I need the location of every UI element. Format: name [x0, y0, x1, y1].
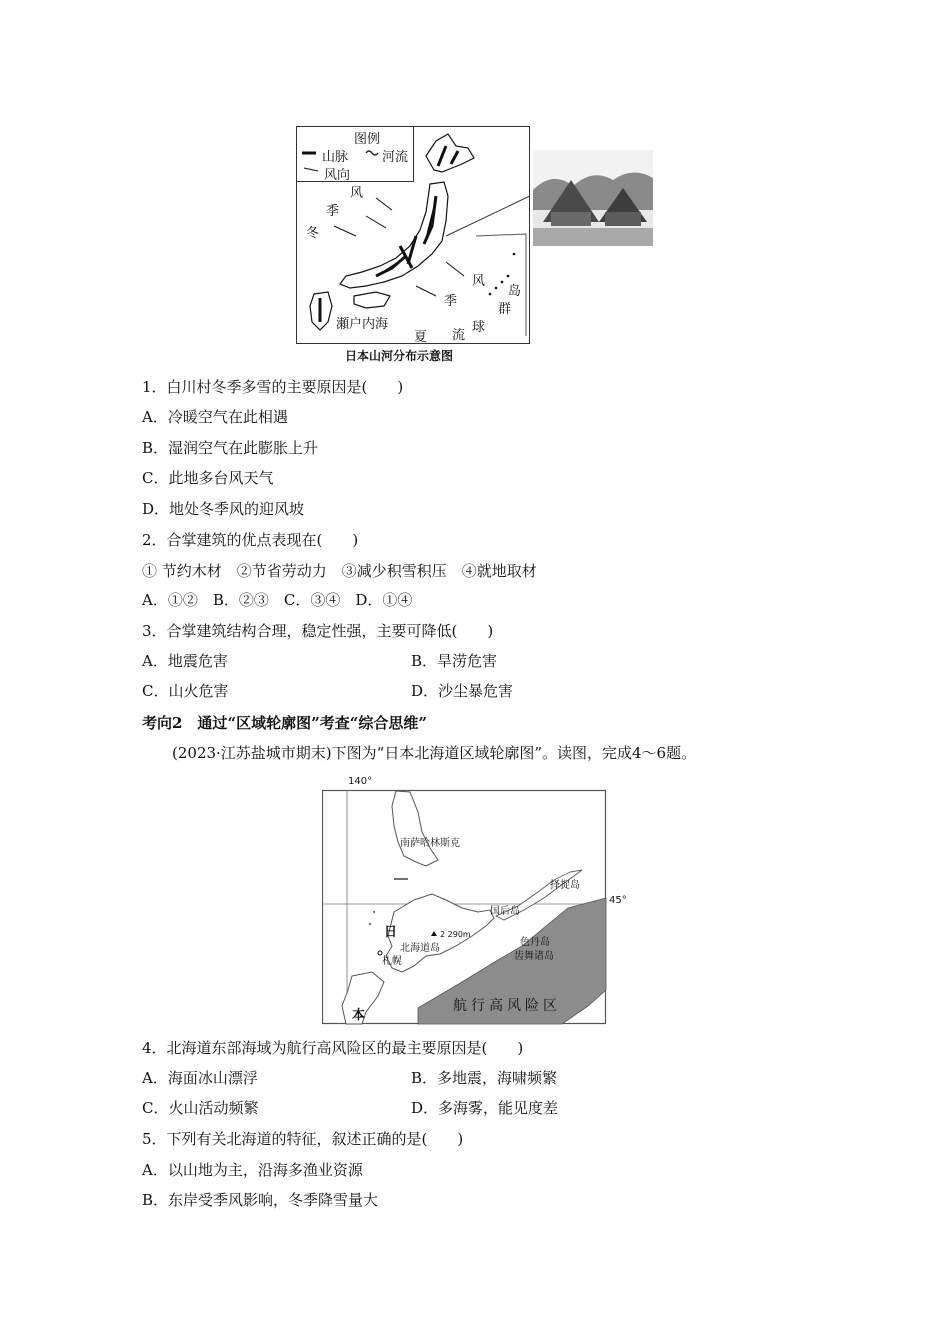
japan-char-ben: 本 [352, 1008, 366, 1023]
question-5-option-a: A．以山地为主，沿海多渔业资源 [142, 1161, 363, 1179]
question-1-stem: 1．白川村冬季多雪的主要原因是( ) [142, 378, 404, 396]
gassho-house-photo [533, 150, 653, 246]
question-1-option-a: A．冷暖空气在此相遇 [142, 408, 288, 426]
winter-wind-char: 季 [326, 204, 340, 219]
japan-char-ri: 日 [384, 925, 398, 940]
japan-map-figure [296, 126, 530, 344]
hokkaido-map-svg [322, 776, 628, 1026]
question-3-option-c: C．山火危害 [142, 682, 229, 700]
question-1-option-c: C．此地多台风天气 [142, 469, 274, 487]
ryukyu-char: 流 [452, 328, 466, 343]
summer-wind-char: 夏 [414, 330, 428, 345]
question-4-option-b: B．多地震，海啸频繁 [411, 1069, 558, 1087]
etorofu-label: 择捉岛 [550, 880, 580, 891]
winter-wind-char: 冬 [306, 226, 320, 241]
legend-river-label: 河流 [382, 150, 409, 165]
legend-wind-label: 风向 [324, 168, 351, 183]
section-heading: 考向2 通过“区域轮廓图”考查“综合思维” [142, 714, 427, 732]
hokkaido-map-figure [322, 776, 628, 1026]
seto-inland-sea-label: 瀬户内海 [336, 317, 389, 332]
ryukyu-char: 球 [472, 320, 486, 335]
latitude-label: 45° [609, 895, 627, 906]
winter-wind-char: 风 [350, 186, 364, 201]
legend-mountain-label: 山脉 [322, 150, 349, 165]
risk-zone-label: 航行高风险区 [453, 998, 561, 1014]
legend-title: 图例 [354, 132, 381, 147]
question-3-option-d: D．沙尘暴危害 [411, 682, 514, 700]
gassho-house-image [533, 150, 653, 246]
sapporo-label: 札幌 [382, 956, 402, 967]
question-2-stem: 2．合掌建筑的优点表现在( ) [142, 531, 359, 549]
summer-wind-char: 风 [472, 274, 486, 289]
question-2-statements: ① 节约木材 ②节省劳动力 ③减少积雪积压 ④就地取材 [142, 562, 537, 580]
question-3-option-b: B．旱涝危害 [411, 652, 498, 670]
longitude-label: 140° [348, 776, 373, 787]
summer-wind-char: 季 [444, 294, 458, 309]
question-2-options: A．①② B．②③ C．③④ D．①④ [142, 591, 413, 609]
question-3-option-a: A．地震危害 [142, 652, 228, 670]
habomai-label: 齿舞诸岛 [514, 951, 554, 962]
question-1-option-b: B．湿润空气在此膨胀上升 [142, 439, 319, 457]
ryukyu-char: 群 [498, 302, 512, 317]
question-5-stem: 5．下列有关北海道的特征，叙述正确的是( ) [142, 1130, 464, 1148]
figure1-caption: 日本山河分布示意图 [345, 349, 454, 363]
question-1-option-d: D．地处冬季风的迎风坡 [142, 500, 305, 518]
question-4-option-a: A．海面冰山漂浮 [142, 1069, 258, 1087]
question-4-option-c: C．火山活动频繁 [142, 1099, 259, 1117]
question-3-stem: 3．合掌建筑结构合理，稳定性强，主要可降低( ) [142, 622, 494, 640]
question-4-stem: 4．北海道东部海域为航行高风险区的最主要原因是( ) [142, 1039, 524, 1057]
question-4-option-d: D．多海雾，能见度差 [411, 1099, 559, 1117]
shikotan-label: 色丹岛 [520, 937, 550, 948]
hokkaido-label: 北海道岛 [400, 943, 440, 954]
question-5-option-b: B．东岸受季风影响，冬季降雪量大 [142, 1191, 379, 1209]
section-intro: (2023·江苏盐城市期末)下图为“日本北海道区域轮廓图”。读图，完成4～6题。 [172, 744, 697, 762]
ryukyu-char: 岛 [508, 284, 522, 299]
peak-elevation-label: 2 290m [440, 930, 471, 939]
sakhalin-label: 南萨哈林斯克 [400, 838, 460, 849]
kunashiri-label: 国后岛 [490, 906, 520, 917]
